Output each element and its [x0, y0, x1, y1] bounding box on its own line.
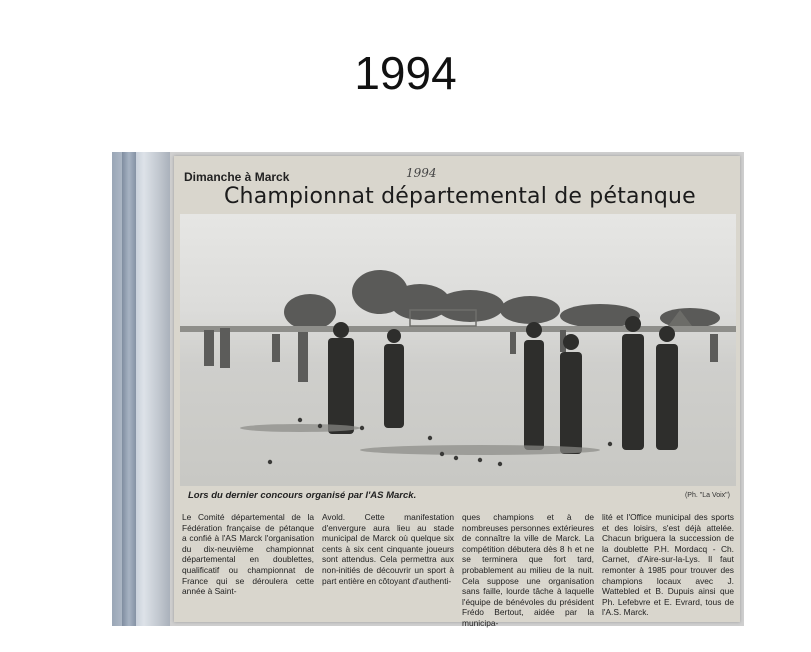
photo-caption: Lors du dernier concours organisé par l'AS Marck.: [188, 490, 417, 501]
article-column: lité et l'Office municipal des sports et des loisirs, s'est déjà attelée. Chacun briguera la succession de la doublette P.H. Mordacq - Ch. Carnet, d'Aire-sur-la-Lys. Il faut remonter à 1985 pour trouver des champions locaux avec J. Wattebled et B. Dupuis ainsi que Ph. Lefebvre et E. Evrard, tous de l'A.S. Marck.: [602, 512, 734, 618]
binder-edge: [122, 152, 136, 626]
binder-sleeve: [112, 152, 170, 626]
scanned-clipping-image: [112, 152, 744, 626]
article-column: ques champions et à de nombreuses personnes extérieures de connaître la ville de Marck. La compétition débutera dès 8 h et ne se terminera que fort tard, probablement au milieu de la nuit. Cela suppose une organisation sans faille, lourde tâche à laquelle l'équipe de bénévoles du président Frédo Bertout, aidée par la municipa-: [462, 512, 594, 628]
article-column: Le Comité départemental de la Fédération française de pétanque a confié à l'AS Marck l'organisation du dix-neuvième championnat départemental en doublettes, qualificatif ou championnat de France qui se déroulera cette année à Saint-: [182, 512, 314, 597]
article-body: [182, 512, 734, 628]
slide-title: 1994: [354, 47, 457, 99]
article-column: Avold. Cette manifestation d'envergure aura lieu au stade municipal de Marck où quelque six cents à six cent cinquante joueurs sont attendus. Cela permettra aux non-initiés de découvrir un sport à part entière en côtoyant d'authenti-: [322, 512, 454, 586]
newspaper-clipping: [174, 156, 740, 628]
article-kicker: Dimanche à Marck: [184, 170, 290, 184]
petanque-photo: [180, 214, 736, 486]
handwritten-year: 1994: [406, 166, 437, 180]
article-headline: Championnat départemental de pétanque: [224, 184, 696, 209]
photo-credit: (Ph. "La Voix"): [684, 492, 730, 499]
